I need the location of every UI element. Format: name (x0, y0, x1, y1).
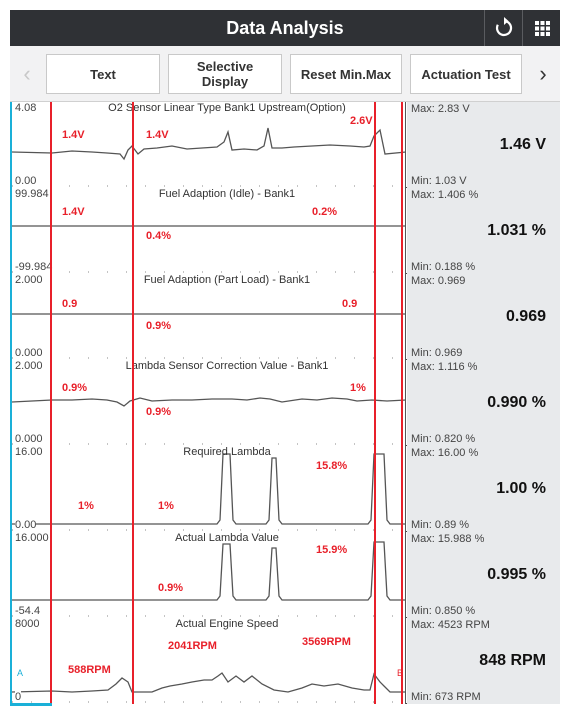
pid-title: Actual Lambda Value (175, 532, 279, 544)
axis-max-label: 2.000 (15, 360, 43, 372)
min-value: Min: 0.188 % (411, 261, 476, 273)
max-value: Max: 1.116 % (411, 361, 478, 373)
grid-menu-button[interactable] (522, 10, 560, 46)
scroll-indicator (10, 703, 52, 706)
axis-min-label: -54.4 (15, 605, 41, 617)
scroll-right-button[interactable]: › (539, 61, 547, 86)
page-title: Data Analysis (226, 18, 344, 38)
refresh-icon (485, 10, 523, 46)
current-value: 1.00 % (496, 480, 546, 497)
axis-max-label: 2.000 (15, 274, 43, 286)
max-value: Max: 0.969 (411, 275, 466, 287)
panel-o2-sensor (10, 102, 560, 188)
marker-mid: 0.4% (146, 230, 172, 242)
marker-a: 0.9 (62, 298, 78, 310)
marker-b: 3569RPM (302, 636, 351, 648)
refresh-button[interactable] (484, 10, 522, 46)
graph-area[interactable] (10, 446, 406, 532)
current-value: 0.995 % (487, 566, 546, 583)
reset-min-max-button[interactable]: Reset Min.Max (290, 54, 402, 94)
marker-mid: 1% (158, 500, 174, 512)
axis-max-label: 16.000 (15, 532, 49, 544)
max-value: Max: 16.00 % (411, 447, 479, 459)
axis-max-label: 4.08 (15, 102, 37, 114)
marker-b: 2.6V (350, 115, 373, 127)
current-value: 848 RPM (479, 652, 546, 669)
trace-graph (12, 618, 406, 704)
graph-area[interactable] (10, 618, 406, 704)
marker-mid: 0.9% (146, 320, 172, 332)
marker-b: 0.9 (342, 298, 358, 310)
graph-area[interactable] (10, 532, 406, 618)
marker-b: 1% (350, 382, 366, 394)
marker-mid: 2041RPM (168, 640, 217, 652)
marker-mid: 0.9% (146, 406, 172, 418)
marker-a: 1.4V (62, 206, 85, 218)
axis-min-label: 0.000 (15, 347, 43, 359)
grid-menu-icon (523, 10, 561, 46)
marker-a: 0.9% (62, 382, 88, 394)
marker-b: 15.9% (316, 544, 348, 556)
text-button[interactable]: Text (46, 54, 160, 94)
scroll-left-button[interactable]: ‹ (23, 61, 31, 86)
axis-max-label: 99.984 (15, 188, 49, 200)
graph-area[interactable] (10, 188, 406, 274)
min-value: Min: 1.03 V (411, 175, 467, 187)
cursor-a-tag: A (17, 668, 24, 678)
min-value: Min: 0.820 % (411, 433, 476, 445)
selective-display-label-1: Selective (196, 59, 254, 74)
marker-a: 1% (78, 500, 94, 512)
panel-fuel-adaption-idle (10, 188, 560, 274)
pid-title: Actual Engine Speed (175, 618, 279, 630)
panel-fuel-adaption-part-load (10, 274, 560, 360)
pid-title: Fuel Adaption (Idle) - Bank1 (158, 188, 296, 200)
panel-required-lambda (10, 446, 560, 532)
axis-max-label: 8000 (15, 618, 40, 630)
marker-a: 1.4V (62, 129, 85, 141)
max-value: Max: 1.406 % (411, 189, 479, 201)
pid-title: Required Lambda (183, 446, 271, 458)
value-panel (407, 532, 560, 618)
actuation-test-button[interactable]: Actuation Test (410, 54, 522, 94)
trace-graph (12, 446, 406, 532)
current-value: 0.990 % (487, 394, 546, 411)
pid-title: Lambda Sensor Correction Value - Bank1 (125, 360, 329, 372)
marker-b: 15.8% (316, 460, 348, 472)
marker-a: 588RPM (68, 664, 111, 676)
axis-min-label: 0.00 (15, 519, 37, 531)
panel-actual-lambda (10, 532, 560, 618)
marker-mid: 0.9% (158, 582, 184, 594)
trace-graph (12, 274, 406, 360)
max-value: Max: 15.988 % (411, 533, 485, 545)
max-value: Max: 4523 RPM (411, 619, 490, 631)
pid-title: Fuel Adaption (Part Load) - Bank1 (143, 274, 311, 286)
pid-title: O2 Sensor Linear Type Bank1 Upstream(Option) (108, 102, 346, 114)
graph-area[interactable] (10, 102, 406, 188)
value-panel (407, 618, 560, 704)
axis-min-label: 0.00 (15, 175, 37, 187)
value-panel (407, 102, 560, 188)
min-value: Min: 0.969 (411, 347, 463, 359)
cursor-b-tag: B (397, 668, 404, 678)
value-panel (407, 274, 560, 360)
current-value: 1.46 V (499, 136, 546, 153)
marker-b: 0.2% (312, 206, 338, 218)
selective-display-button[interactable] (168, 54, 282, 94)
marker-mid: 1.4V (146, 129, 169, 141)
max-value: Max: 2.83 V (411, 103, 470, 115)
min-value: Min: 0.89 % (411, 519, 470, 531)
min-value: Min: 0.850 % (411, 605, 476, 617)
toolbar (10, 46, 560, 102)
value-panel (407, 188, 560, 274)
axis-max-label: 16.00 (15, 446, 43, 458)
current-value: 0.969 (505, 308, 546, 325)
trace-graph (12, 360, 406, 446)
selective-display-label-2: Display (201, 74, 249, 89)
graph-area[interactable] (10, 274, 406, 360)
graph-area[interactable] (10, 360, 406, 446)
trace-graph (12, 188, 406, 274)
panel-engine-speed (10, 618, 560, 704)
panel-lambda-correction (10, 360, 560, 446)
axis-min-label: 0 (15, 691, 22, 703)
value-panel (407, 360, 560, 446)
graph-list (10, 102, 560, 704)
axis-min-label: -99.984 (15, 261, 53, 273)
trace-line (12, 398, 406, 406)
trace-graph (12, 102, 406, 188)
title-bar (10, 10, 560, 46)
min-value: Min: 673 RPM (411, 691, 481, 703)
axis-min-label: 0.000 (15, 433, 43, 445)
current-value: 1.031 % (487, 222, 546, 239)
value-panel (407, 446, 560, 532)
